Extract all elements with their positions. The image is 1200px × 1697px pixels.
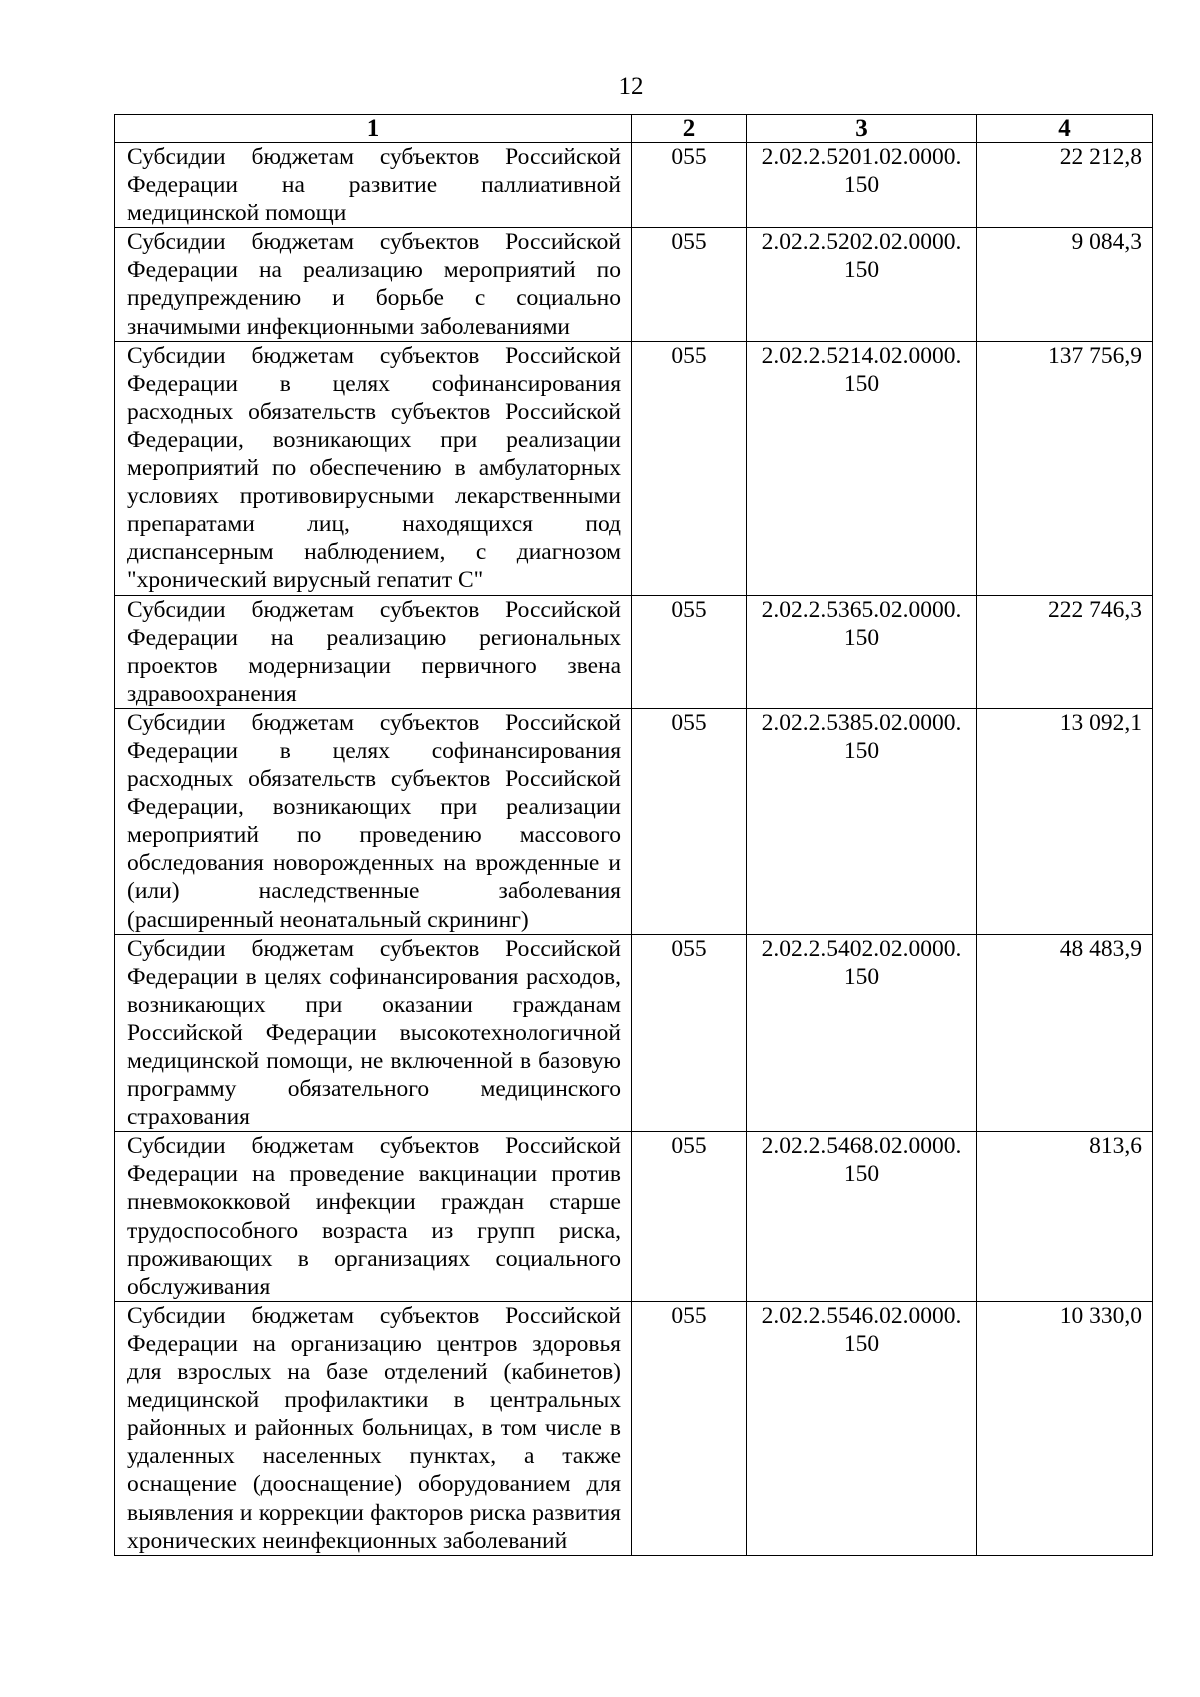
amount-cell: 13 092,1 [977, 708, 1153, 934]
budget-code-line: 150 [843, 624, 880, 651]
subsidy-name: Субсидии бюджетам субъектов Российской Федерации на организацию центров здоровья для взрослых на базе отделений (кабинетов) медицинской профилактики в центральных районных и районных больницах, в том числе в удаленных населенных пунктах, а также оснащение (дооснащение) оборудованием для выявления и коррекции факторов риска развития хронических неинфекционных заболеваний [127, 1302, 621, 1554]
subsidy-name: Субсидии бюджетам субъектов Российской Федерации на проведение вакцинации против пневмококковой инфекции граждан старше трудоспособного возраста из групп риска, проживающих в организациях социального обслуживания [127, 1133, 621, 1300]
admin-code-cell: 055 [632, 708, 747, 934]
subsidy-name-cell [115, 341, 632, 595]
budget-code-line: 150 [843, 963, 880, 990]
admin-code-cell: 055 [632, 143, 747, 228]
amount-cell: 813,6 [977, 1132, 1153, 1302]
table-row [115, 595, 1153, 708]
amount-cell: 137 756,9 [977, 341, 1153, 595]
subsidies-table [114, 114, 1153, 1556]
subsidy-name: Субсидии бюджетам субъектов Российской Федерации в целях софинансирования расходных обязательств субъектов Российской Федерации, возникающих при реализации мероприятий по проведению массового обследования новорожденных на врожденные и (или) наследственные заболевания (расширенный неонатальный скрининг) [127, 709, 621, 933]
budget-code-line: 2.02.2.5546.02.0000. [761, 1302, 962, 1329]
subsidy-name-cell [115, 708, 632, 934]
budget-code-line: 2.02.2.5385.02.0000. [761, 709, 962, 736]
column-header-1: 1 [115, 115, 632, 143]
admin-code-cell: 055 [632, 934, 747, 1132]
budget-code-line: 2.02.2.5402.02.0000. [761, 935, 962, 962]
subsidy-name: Субсидии бюджетам субъектов Российской Федерации на развитие паллиативной медицинской помощи [127, 144, 621, 227]
admin-code-cell: 055 [632, 1301, 747, 1555]
budget-code-cell [747, 1132, 977, 1302]
subsidy-name: Субсидии бюджетам субъектов Российской Федерации в целях софинансирования расходов, возникающих при оказании гражданам Российской Федерации высокотехнологичной медицинской помощи, не включенной в базовую программу обязательного медицинского страхования [127, 935, 621, 1131]
budget-code-cell [747, 143, 977, 228]
table-row [115, 341, 1153, 595]
admin-code-cell: 055 [632, 341, 747, 595]
amount-cell: 22 212,8 [977, 143, 1153, 228]
budget-code-cell [747, 934, 977, 1132]
column-header-4: 4 [977, 115, 1153, 143]
subsidy-name-cell [115, 595, 632, 708]
budget-code-line: 2.02.2.5468.02.0000. [761, 1133, 962, 1160]
admin-code-cell: 055 [632, 228, 747, 341]
table-row [115, 1301, 1153, 1555]
budget-code-cell [747, 1301, 977, 1555]
budget-code-line: 150 [843, 1330, 880, 1357]
amount-cell: 222 746,3 [977, 595, 1153, 708]
subsidy-name-cell [115, 228, 632, 341]
budget-code-line: 2.02.2.5202.02.0000. [761, 229, 962, 256]
amount-cell: 48 483,9 [977, 934, 1153, 1132]
page-number: 12 [618, 73, 644, 100]
amount-cell: 9 084,3 [977, 228, 1153, 341]
budget-code-line: 2.02.2.5365.02.0000. [761, 596, 962, 623]
budget-code-cell [747, 708, 977, 934]
subsidy-name: Субсидии бюджетам субъектов Российской Федерации на реализацию региональных проектов модернизации первичного звена здравоохранения [127, 596, 621, 707]
budget-code-line: 150 [843, 172, 880, 199]
budget-code-line: 2.02.2.5201.02.0000. [761, 144, 962, 170]
table-row [115, 143, 1153, 228]
amount-cell: 10 330,0 [977, 1301, 1153, 1555]
column-header-2: 2 [632, 115, 747, 143]
budget-code-cell [747, 341, 977, 595]
subsidy-name: Субсидии бюджетам субъектов Российской Федерации на реализацию мероприятий по предупреждению и борьбе с социально значимыми инфекционными заболеваниями [127, 229, 621, 340]
subsidy-name: Субсидии бюджетам субъектов Российской Федерации в целях софинансирования расходных обязательств субъектов Российской Федерации, возникающих при реализации мероприятий по обеспечению в амбулаторных условиях противовирусными лекарственными препаратами лиц, находящихся под диспансерным наблюдением, с диагнозом "хронический вирусный гепатит С" [127, 342, 621, 594]
budget-code-line: 150 [843, 1161, 880, 1188]
table-row [115, 708, 1153, 934]
table-row [115, 228, 1153, 341]
admin-code-cell: 055 [632, 1132, 747, 1302]
table-row [115, 1132, 1153, 1302]
column-header-3: 3 [747, 115, 977, 143]
budget-code-cell [747, 228, 977, 341]
header-row [115, 115, 1153, 143]
admin-code-cell: 055 [632, 595, 747, 708]
subsidy-name-cell [115, 1301, 632, 1555]
table-body [115, 143, 1153, 1556]
budget-code-line: 150 [843, 257, 880, 284]
budget-code-line: 150 [843, 737, 880, 764]
budget-code-cell [747, 595, 977, 708]
subsidy-name-cell [115, 143, 632, 228]
subsidy-name-cell [115, 1132, 632, 1302]
table-row [115, 934, 1153, 1132]
table-header [115, 115, 1153, 143]
budget-code-line: 2.02.2.5214.02.0000. [761, 342, 962, 369]
budget-code-line: 150 [843, 370, 880, 397]
subsidy-name-cell [115, 934, 632, 1132]
